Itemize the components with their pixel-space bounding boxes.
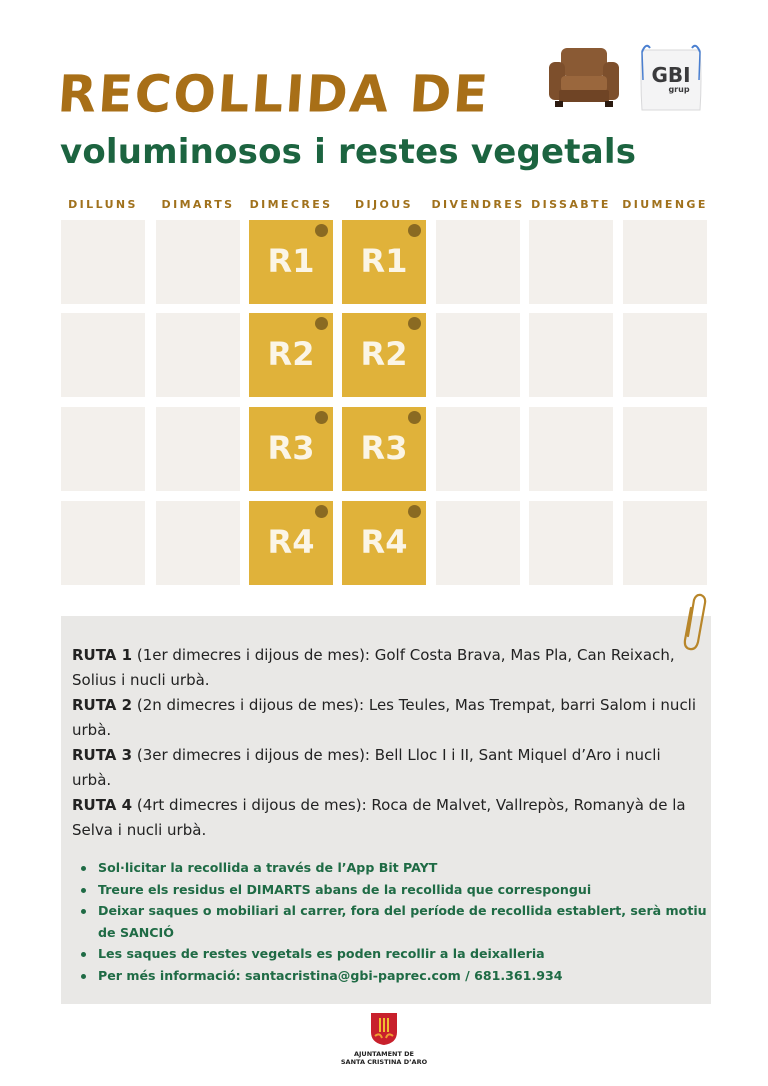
empty-cell xyxy=(156,501,240,585)
empty-cell xyxy=(156,313,240,397)
empty-cell xyxy=(436,407,520,491)
empty-cell xyxy=(156,220,240,304)
route-cell-label: R2 xyxy=(360,335,408,373)
route-cell-label: R4 xyxy=(360,523,408,561)
route-cell xyxy=(342,407,426,491)
pin-icon xyxy=(315,317,328,330)
day-header-dijous: DIJOUS xyxy=(355,198,413,211)
day-header-dimecres: DIMECRES xyxy=(249,198,333,211)
page-title: RECOLLIDA DE xyxy=(55,64,492,124)
svg-text:GBI: GBI xyxy=(651,63,691,87)
empty-cell xyxy=(529,407,613,491)
route-cell xyxy=(342,313,426,397)
route-cell-label: R1 xyxy=(360,242,408,280)
empty-cell xyxy=(529,501,613,585)
route-cell xyxy=(249,220,333,304)
pin-icon xyxy=(408,505,421,518)
empty-cell xyxy=(623,313,707,397)
route-cell xyxy=(342,220,426,304)
route-cell xyxy=(342,501,426,585)
route-4-text: (4rt dimecres i dijous de mes): Roca de Malvet, Vallrepòs, Romanyà de la Selva i nucli urbà. xyxy=(72,796,686,839)
day-header-dimarts: DIMARTS xyxy=(161,198,235,211)
empty-cell xyxy=(61,501,145,585)
note-put-out-tuesday: Treure els residus el DIMARTS abans de la recollida que correspongui xyxy=(80,879,710,901)
empty-cell xyxy=(623,220,707,304)
route-3-label: RUTA 3 xyxy=(72,746,133,764)
empty-cell xyxy=(436,313,520,397)
note-sanction: Deixar saques o mobiliari al carrer, fora del període de recollida establert, serà motiu de SANCIÓ xyxy=(80,900,710,943)
day-header-dissabte: DISSABTE xyxy=(531,198,611,211)
pin-icon xyxy=(315,224,328,237)
route-4 xyxy=(72,793,702,843)
gbi-bag-logo-icon xyxy=(636,40,706,114)
route-cell xyxy=(249,313,333,397)
town-line-2: SANTA CRISTINA D’ARO xyxy=(340,1058,428,1066)
route-2 xyxy=(72,693,702,743)
route-cell xyxy=(249,407,333,491)
route-cell xyxy=(249,501,333,585)
pin-icon xyxy=(315,505,328,518)
route-2-label: RUTA 2 xyxy=(72,696,133,714)
day-header-dilluns: DILLUNS xyxy=(68,198,138,211)
empty-cell xyxy=(623,501,707,585)
note-contact-info: Per més informació: santacristina@gbi-paprec.com / 681.361.934 xyxy=(80,965,710,987)
route-cell-label: R1 xyxy=(267,242,315,280)
town-crest-icon xyxy=(370,1012,398,1046)
page-subtitle: voluminosos i restes vegetals xyxy=(60,132,637,172)
day-header-divendres: DIVENDRES xyxy=(431,198,525,211)
route-3-text: (3er dimecres i dijous de mes): Bell Lloc I i II, Sant Miquel d’Aro i nucli urbà. xyxy=(72,746,661,789)
pin-icon xyxy=(408,317,421,330)
empty-cell xyxy=(61,407,145,491)
route-1-label: RUTA 1 xyxy=(72,646,133,664)
route-cell-label: R4 xyxy=(267,523,315,561)
empty-cell xyxy=(61,220,145,304)
note-request-app: Sol·licitar la recollida a través de l’App Bit PAYT xyxy=(80,857,710,879)
town-line-1: AJUNTAMENT DE xyxy=(353,1050,414,1058)
pin-icon xyxy=(408,224,421,237)
route-1 xyxy=(72,643,702,693)
empty-cell xyxy=(436,220,520,304)
empty-cell xyxy=(436,501,520,585)
notes-list xyxy=(80,857,710,986)
route-2-text: (2n dimecres i dijous de mes): Les Teules, Mas Trempat, barri Salom i nucli urbà. xyxy=(72,696,697,739)
route-cell-label: R2 xyxy=(267,335,315,373)
town-name xyxy=(300,1050,468,1066)
empty-cell xyxy=(61,313,145,397)
routes-list xyxy=(72,643,702,843)
route-cell-label: R3 xyxy=(267,429,315,467)
pin-icon xyxy=(408,411,421,424)
route-cell-label: R3 xyxy=(360,429,408,467)
empty-cell xyxy=(623,407,707,491)
svg-text:grup: grup xyxy=(668,85,690,94)
armchair-icon xyxy=(547,44,621,110)
empty-cell xyxy=(156,407,240,491)
empty-cell xyxy=(529,313,613,397)
route-4-label: RUTA 4 xyxy=(72,796,133,814)
day-header-diumenge: DIUMENGE xyxy=(622,198,708,211)
pin-icon xyxy=(315,411,328,424)
empty-cell xyxy=(529,220,613,304)
note-collect-bags: Les saques de restes vegetals es poden recollir a la deixalleria xyxy=(80,943,710,965)
route-1-text: (1er dimecres i dijous de mes): Golf Costa Brava, Mas Pla, Can Reixach, Solius i nucli urbà. xyxy=(72,646,675,689)
route-3 xyxy=(72,743,702,793)
